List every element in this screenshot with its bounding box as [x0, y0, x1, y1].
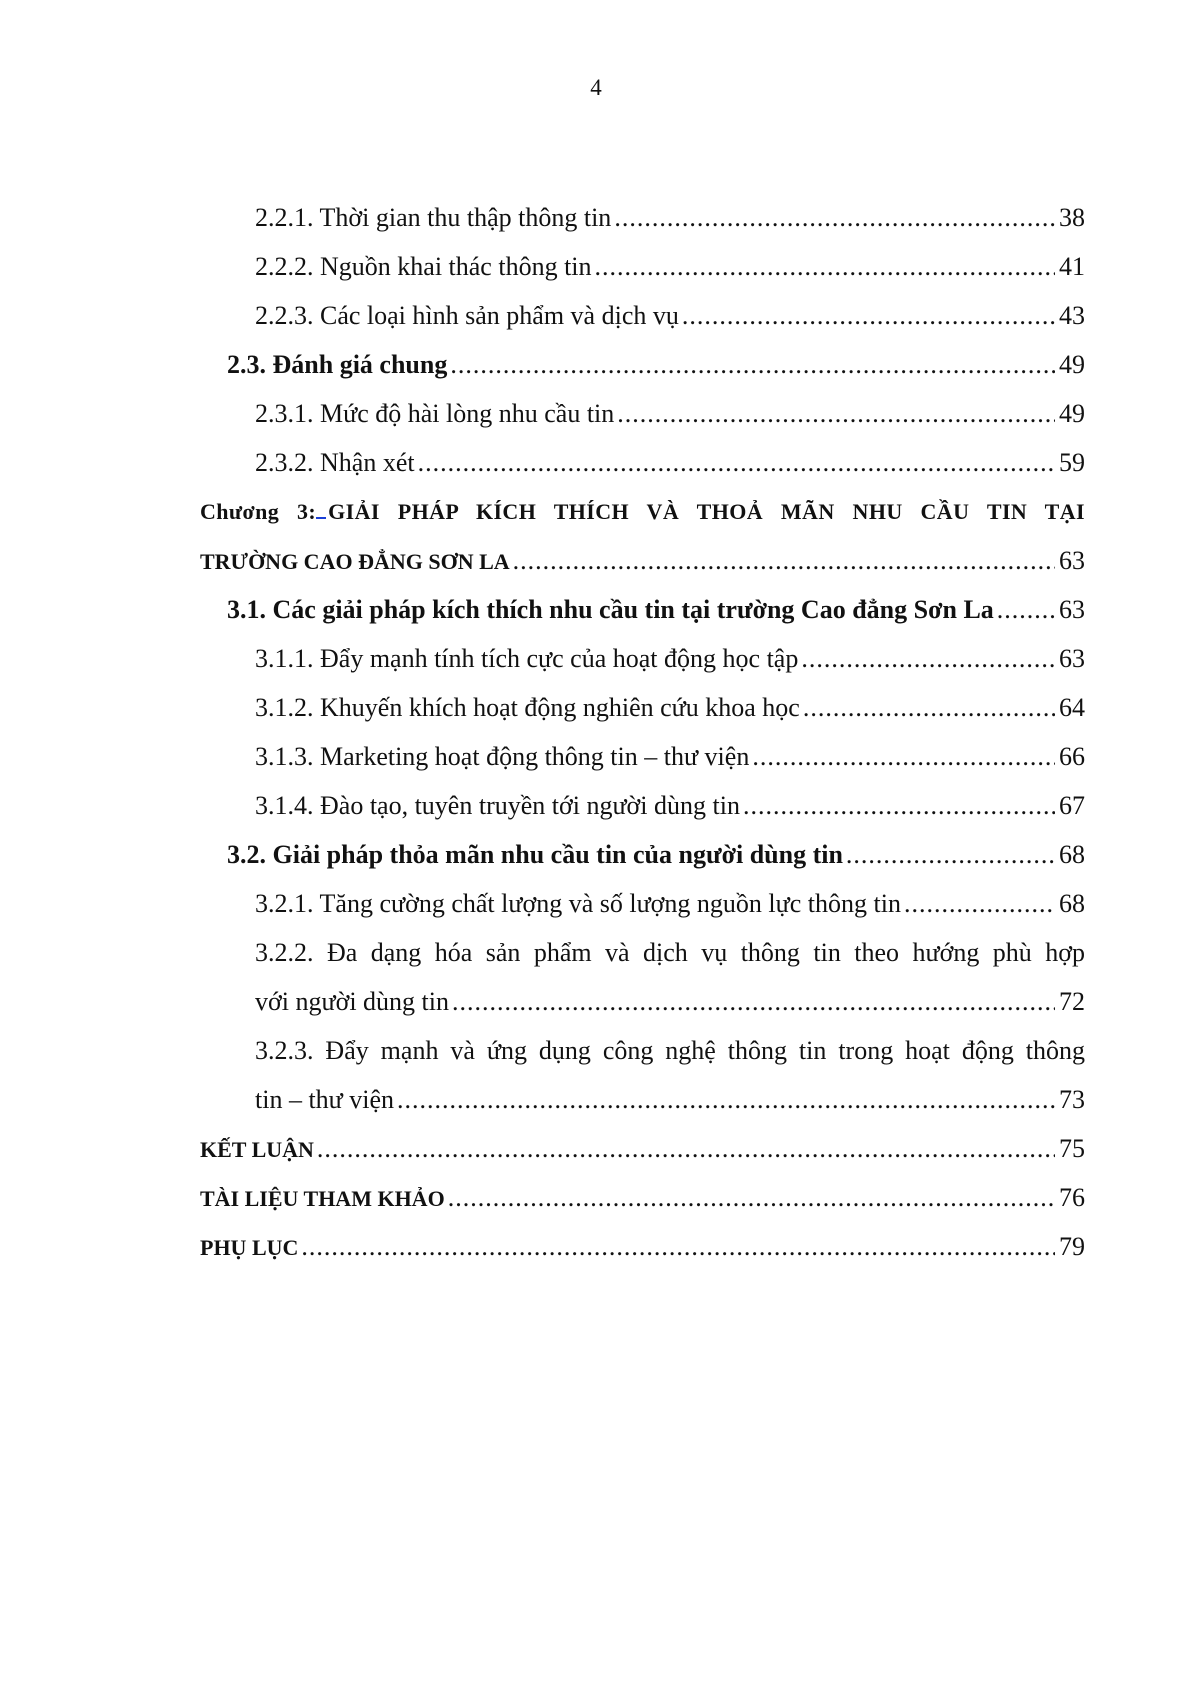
toc-entry-2-2-2[interactable]	[200, 242, 1085, 291]
toc-entry-label: 2.3.2. Nhận xét	[255, 448, 415, 477]
toc-entry-label: tin – thư viện	[255, 1085, 395, 1114]
toc-entry-label: 2.2.3. Các loại hình sản phẩm và dịch vụ	[255, 301, 679, 330]
toc-entry-phu-luc[interactable]	[200, 1222, 1085, 1271]
toc-entry-line1: 3.2.3. Đẩy mạnh và ứng dụng công nghệ thông tin trong hoạt động thông	[255, 1036, 1085, 1065]
dot-leader	[743, 781, 1055, 830]
toc-entry-label: 3.2. Giải pháp thỏa mãn nhu cầu tin của người dùng tin	[227, 840, 843, 869]
toc-entry-label: 3.1.3. Marketing hoạt động thông tin – thư viện	[255, 742, 750, 771]
toc-page-number: 59	[1059, 448, 1085, 477]
toc-entry-label: 3.1. Các giải pháp kích thích nhu cầu tin tại trường Cao đẳng Sơn La	[227, 595, 994, 624]
toc-entry-3-1-2[interactable]	[200, 683, 1085, 732]
toc-page-number: 68	[1059, 889, 1085, 918]
dot-leader	[397, 1075, 1055, 1124]
dot-leader	[452, 977, 1055, 1026]
toc-entry-2-3-1[interactable]	[200, 389, 1085, 438]
toc-entry-2-2-3[interactable]	[200, 291, 1085, 340]
toc-page-number: 76	[1059, 1183, 1085, 1212]
toc-page-number: 79	[1059, 1232, 1085, 1261]
chapter-prefix: Chương 3:	[200, 499, 317, 524]
dot-leader	[317, 1124, 1055, 1173]
toc-page-number: 67	[1059, 791, 1085, 820]
toc-entry-label: PHỤ LỤC	[200, 1235, 299, 1260]
toc-entry-3-2-2[interactable]	[200, 928, 1085, 1026]
toc-page-number: 49	[1059, 350, 1085, 379]
toc-entry-3-2-1[interactable]	[200, 879, 1085, 928]
toc-entry-3-1-1[interactable]	[200, 634, 1085, 683]
toc-entry-label: với người dùng tin	[255, 987, 449, 1016]
toc-entry-line2	[255, 1075, 1085, 1124]
dot-leader	[301, 1222, 1055, 1271]
dot-leader	[997, 585, 1055, 634]
toc-entry-label: 2.3.1. Mức độ hài lòng nhu cầu tin	[255, 399, 615, 428]
dot-leader	[904, 879, 1055, 928]
dot-leader	[448, 1173, 1055, 1222]
dot-leader	[617, 389, 1055, 438]
toc-entry-3-1-4[interactable]	[200, 781, 1085, 830]
toc-page-number: 38	[1059, 203, 1085, 232]
toc-page-number: 63	[1059, 644, 1085, 673]
page-number: 4	[590, 75, 602, 100]
toc-entry-label: TÀI LIỆU THAM KHẢO	[200, 1186, 445, 1211]
dot-leader	[803, 683, 1055, 732]
dot-leader	[752, 732, 1055, 781]
toc-page-number: 66	[1059, 742, 1085, 771]
table-of-contents	[200, 193, 1085, 1271]
toc-entry-tai-lieu-tham-khao[interactable]	[200, 1173, 1085, 1222]
toc-entry-label: 3.1.1. Đẩy mạnh tính tích cực của hoạt động học tập	[255, 644, 799, 673]
toc-page-number: 63	[1059, 546, 1085, 575]
toc-entry-label: 3.2.1. Tăng cường chất lượng và số lượng nguồn lực thông tin	[255, 889, 901, 918]
dot-leader	[682, 291, 1055, 340]
toc-entry-2-3-2[interactable]	[200, 438, 1085, 487]
toc-entry-3-1[interactable]	[200, 585, 1085, 634]
chapter-title-text: GIẢI PHÁP KÍCH THÍCH VÀ THOẢ MÃN NHU CẦU TIN TẠI	[328, 499, 1085, 524]
toc-entry-2-3[interactable]	[200, 340, 1085, 389]
toc-page-number: 73	[1059, 1085, 1085, 1114]
dot-leader	[450, 340, 1055, 389]
chapter-title-line1	[200, 487, 1085, 536]
hyperlink-marker[interactable]	[316, 495, 326, 519]
toc-entry-label: KẾT LUẬN	[200, 1137, 314, 1162]
dot-leader	[513, 536, 1055, 585]
dot-leader	[801, 634, 1055, 683]
toc-entry-label: 3.1.2. Khuyến khích hoạt động nghiên cứu khoa học	[255, 693, 800, 722]
toc-page-number: 49	[1059, 399, 1085, 428]
toc-page-number: 43	[1059, 301, 1085, 330]
dot-leader	[595, 242, 1055, 291]
toc-page-number: 68	[1059, 840, 1085, 869]
toc-page-number: 63	[1059, 595, 1085, 624]
toc-page-number: 72	[1059, 987, 1085, 1016]
chapter-title-line2	[200, 536, 1085, 585]
toc-entry-label: 2.2.1. Thời gian thu thập thông tin	[255, 203, 612, 232]
toc-entry-ket-luan[interactable]	[200, 1124, 1085, 1173]
toc-entry-label: 2.3. Đánh giá chung	[227, 350, 448, 379]
toc-page-number: 64	[1059, 693, 1085, 722]
dot-leader	[418, 438, 1055, 487]
toc-entry-label: 3.1.4. Đào tạo, tuyên truyền tới người dùng tin	[255, 791, 740, 820]
toc-entry-line2	[255, 977, 1085, 1026]
toc-entry-label: 2.2.2. Nguồn khai thác thông tin	[255, 252, 592, 281]
toc-page-number: 75	[1059, 1134, 1085, 1163]
toc-page-number: 41	[1059, 252, 1085, 281]
dot-leader	[846, 830, 1055, 879]
toc-entry-3-2-3[interactable]	[200, 1026, 1085, 1124]
toc-entry-3-2[interactable]	[200, 830, 1085, 879]
toc-entry-3-1-3[interactable]	[200, 732, 1085, 781]
dot-leader	[614, 193, 1055, 242]
toc-entry-label: TRƯỜNG CAO ĐẲNG SƠN LA	[200, 549, 510, 574]
toc-entry-line1: 3.2.2. Đa dạng hóa sản phẩm và dịch vụ thông tin theo hướng phù hợp	[255, 938, 1085, 967]
toc-entry-2-2-1[interactable]	[200, 193, 1085, 242]
toc-entry-chapter-3[interactable]	[200, 487, 1085, 585]
